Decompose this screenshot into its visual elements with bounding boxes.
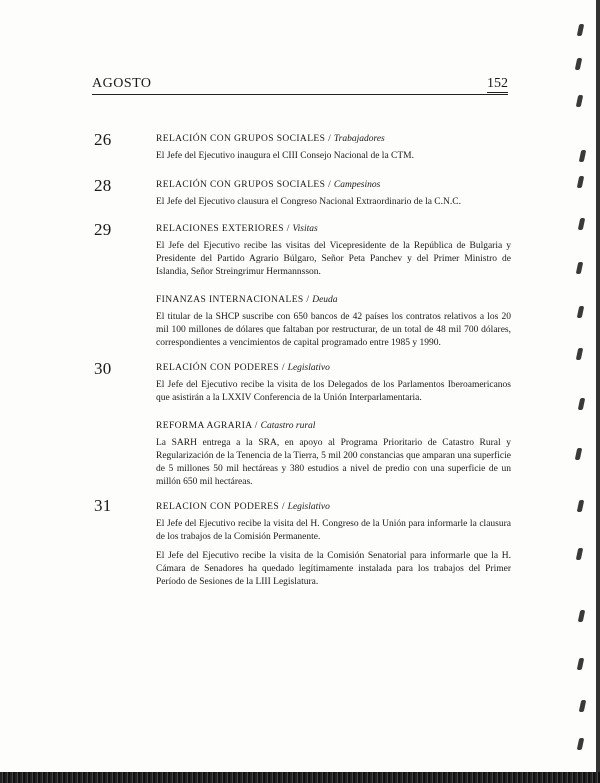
scan-mark	[579, 150, 587, 162]
section	[156, 134, 511, 169]
section-heading: FINANZAS INTERNACIONALES / Deuda	[156, 295, 338, 305]
scan-mark	[579, 700, 587, 712]
section-category: REFORMA AGRARIA	[156, 421, 253, 431]
section-heading: RELACION CON PODERES / Legislativo	[156, 502, 330, 512]
scan-mark	[577, 500, 585, 512]
scan-mark	[576, 548, 584, 560]
day-number: 26	[94, 130, 112, 149]
scan-mark	[575, 448, 583, 460]
scan-mark	[577, 176, 585, 188]
section-paragraph: El Jefe del Ejecutivo recibe la visita de la Comisión Senatorial para informarle que la H. Cámara de Senadores ha quedado legítimamente instalada para los trabajos del Primer Período de Sesiones de la LIII Legislatura.	[156, 551, 511, 587]
scan-mark	[577, 306, 585, 318]
section-category: RELACIÓN CON GRUPOS SOCIALES	[156, 134, 326, 144]
scan-edge-right	[596, 0, 600, 783]
section-paragraph: El Jefe del Ejecutivo inaugura el CIII Consejo Nacional de la CTM.	[156, 151, 415, 161]
scan-mark	[578, 610, 586, 622]
section	[156, 502, 511, 595]
section-subcategory: Legislativo	[287, 502, 330, 512]
section-category: RELACION CON PODERES	[156, 502, 280, 512]
section	[156, 421, 511, 495]
section-subcategory: Visitas	[292, 224, 318, 234]
section	[156, 295, 511, 356]
section-heading: RELACIONES EXTERIORES / Visitas	[156, 224, 318, 234]
section	[156, 180, 511, 215]
header-page-number: 152	[487, 76, 508, 91]
section-paragraph: El Jefe del Ejecutivo recibe la visita del H. Congreso de la Unión para informarle la clausura de los trabajos de la Comisión Permanente.	[156, 519, 511, 542]
section-category: RELACIONES EXTERIORES	[156, 224, 284, 234]
section	[156, 363, 511, 411]
section-paragraph: El titular de la SHCP suscribe con 650 bancos de 42 países los contratos relativos a los 20 mil 100 millones de dólares que faltaban por restructurar, de un total de 48 mil 700 dólares, correspondientes a vencimientos de capital programado entre 1985 y 1990.	[156, 312, 511, 348]
section-heading: RELACIÓN CON PODERES / Legislativo	[156, 363, 330, 373]
day-number: 30	[94, 359, 112, 378]
scan-mark	[576, 262, 584, 274]
scan-mark	[577, 24, 585, 36]
scan-mark	[577, 658, 585, 670]
section-paragraph: El Jefe del Ejecutivo clausura el Congreso Nacional Extraordinario de la C.N.C.	[156, 197, 461, 207]
section-category: RELACIÓN CON GRUPOS SOCIALES	[156, 180, 326, 190]
section-subcategory: Deuda	[312, 295, 338, 305]
section-subcategory: Catastro rural	[260, 421, 316, 431]
section-subcategory: Campesinos	[333, 180, 381, 190]
scan-mark	[577, 738, 585, 750]
section-heading: RELACIÓN CON GRUPOS SOCIALES / Campesinos	[156, 180, 381, 190]
section-heading: RELACIÓN CON GRUPOS SOCIALES / Trabajadores	[156, 134, 385, 144]
section-subcategory: Trabajadores	[333, 134, 385, 144]
scan-edge-bottom	[0, 772, 600, 783]
section	[156, 224, 511, 285]
scan-mark	[578, 398, 586, 410]
scan-mark	[576, 95, 584, 107]
day-number: 28	[94, 176, 112, 195]
header-month: AGOSTO	[92, 76, 152, 91]
section-subcategory: Legislativo	[287, 363, 330, 373]
section-paragraph: El Jefe del Ejecutivo recibe las visitas del Vicepresidente de la República de Bulgaria y Presidente del Partido Agrario Búlgaro, Señor Peta Panchev y del Primer Ministro de Islandia, Señor Streingrimur Hermannsson.	[156, 241, 511, 277]
page-header	[92, 76, 508, 95]
day-number: 31	[94, 496, 112, 515]
day-number: 29	[94, 220, 112, 239]
scan-mark	[578, 218, 586, 230]
section-paragraph: El Jefe del Ejecutivo recibe la visita de los Delegados de los Parlamentos Iberoamericanos que asistirán a la LXXIV Conferencia de la Unión Interparlamentaria.	[156, 380, 511, 403]
scan-mark	[576, 348, 584, 360]
section-category: FINANZAS INTERNACIONALES	[156, 295, 304, 305]
section-paragraph: La SARH entrega a la SRA, en apoyo al Programa Prioritario de Catastro Rural y Regularización de la Tenencia de la Tierra, 5 mil 200 constancias que amparan una superficie de 5 millones 50 mil hectáreas y 380 estudios a nivel de predio con una superficie de un millón 650 mil hectáreas.	[156, 438, 511, 487]
scan-mark	[575, 58, 583, 70]
section-heading: REFORMA AGRARIA / Catastro rural	[156, 421, 316, 431]
section-category: RELACIÓN CON PODERES	[156, 363, 280, 373]
